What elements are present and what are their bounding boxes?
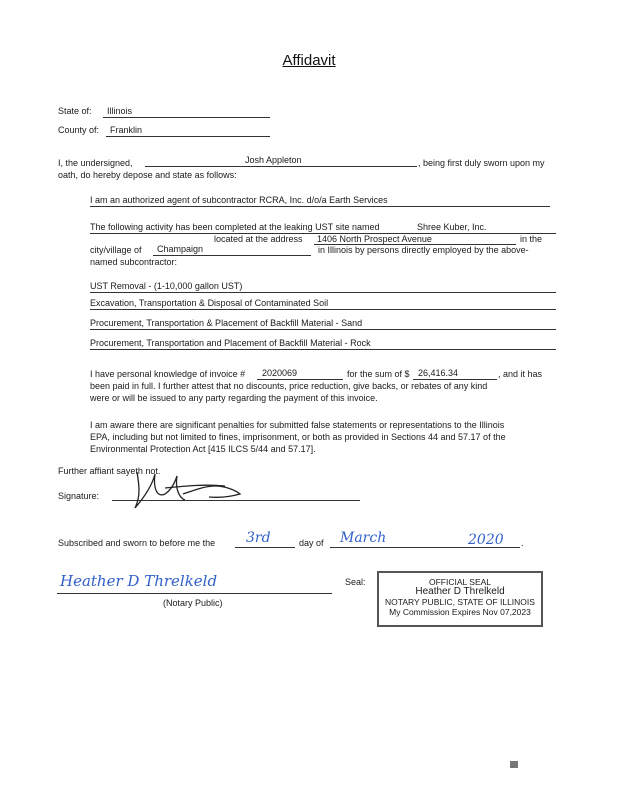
invoice-paid-text: , and it has <box>498 369 543 379</box>
activity-item-line <box>90 329 556 330</box>
sworn-day: 3rd <box>246 530 271 546</box>
invoice-line2: been paid in full. I further attest that no discounts, price reduction, give backs, or rebates of any kind <box>90 381 488 391</box>
county-value: Franklin <box>110 125 143 135</box>
activity-item: Procurement, Transportation and Placement of Backfill Material - Rock <box>90 338 371 348</box>
invoice-number-line <box>257 379 343 380</box>
state-label: State of: <box>58 106 92 116</box>
penalties-line1: I am aware there are significant penalties for submitted false statements or representations to the Illinois <box>90 420 505 430</box>
further-affiant: Further affiant sayeth not. <box>58 466 161 476</box>
page-mark <box>510 761 518 768</box>
activity-item: Excavation, Transportation & Disposal of Contaminated Soil <box>90 298 329 308</box>
seal-label: Seal: <box>345 577 366 587</box>
sworn-month: March <box>340 530 387 546</box>
county-label: County of: <box>58 125 100 135</box>
invoice-prefix: I have personal knowledge of invoice # <box>90 369 246 379</box>
affiant-signature <box>125 464 265 514</box>
undersigned-prefix: I, the undersigned, <box>58 158 133 168</box>
undersigned-name: Josh Appleton <box>245 155 302 165</box>
notary-line <box>57 593 332 594</box>
located-text: located at the address <box>214 234 303 244</box>
site-address: 1406 North Prospect Avenue <box>317 234 432 244</box>
penalties-line2: EPA, including but not limited to fines, imprisonment, or both as provided in Sections 44 and 57.17 of the <box>90 432 506 442</box>
city-line <box>153 255 311 256</box>
activity-item: UST Removal - (1-10,000 gallon UST) <box>90 281 243 291</box>
invoice-amount-line <box>413 379 497 380</box>
city-label: city/village of <box>90 245 142 255</box>
state-line <box>103 117 270 118</box>
activity-item-line <box>90 309 556 310</box>
page-title: Affidavit <box>282 52 336 69</box>
signature-label: Signature: <box>58 491 100 501</box>
invoice-sum-text: for the sum of $ <box>347 369 410 379</box>
notary-signature: Heather D Threlkeld <box>60 572 218 590</box>
in-the-text: in the <box>520 234 543 244</box>
sworn-end-period: . <box>521 538 524 548</box>
invoice-number: 2020069 <box>262 368 298 378</box>
activity-line4: named subcontractor: <box>90 257 178 267</box>
official-seal <box>377 571 543 627</box>
seal-line4: My Commission Expires Nov 07,2023 <box>389 607 531 617</box>
after-city: in Illinois by persons directly employed by the above- <box>318 245 529 255</box>
notary-label: (Notary Public) <box>163 598 223 608</box>
sworn-day-line <box>235 547 295 548</box>
agent-line <box>90 206 550 207</box>
activity-item: Procurement, Transportation & Placement of Backfill Material - Sand <box>90 318 363 328</box>
seal-heading: OFFICIAL SEAL <box>428 577 492 587</box>
sworn-year: 2020 <box>468 532 504 548</box>
county-line <box>106 136 270 137</box>
site-name: Shree Kuber, Inc. <box>417 222 487 232</box>
city-value: Champaign <box>157 244 204 254</box>
invoice-line3: were or will be issued to any party regarding the payment of this invoice. <box>90 393 378 403</box>
sworn-month-line <box>330 547 458 548</box>
undersigned-line <box>145 166 417 167</box>
undersigned-suffix: , being first duly sworn upon my <box>418 158 545 168</box>
seal-line3: NOTARY PUBLIC, STATE OF ILLINOIS <box>385 597 535 607</box>
penalties-line3: Environmental Protection Act [415 ILCS 5/44 and 57.17]. <box>90 444 316 454</box>
sworn-day-of: day of <box>299 538 324 548</box>
state-value: Illinois <box>107 106 133 116</box>
sworn-year-line <box>458 547 520 548</box>
seal-name: Heather D Threlkeld <box>415 586 505 597</box>
activity-intro: The following activity has been completed at the leaking UST site named <box>90 222 380 232</box>
activity-item-line <box>90 349 556 350</box>
activity-item-line <box>90 292 556 293</box>
sworn-prefix: Subscribed and sworn to before me the <box>58 538 216 548</box>
agent-statement: I am an authorized agent of subcontractor RCRA, Inc. d/o/a Earth Services <box>90 195 388 205</box>
invoice-amount: 26,416.34 <box>418 368 459 378</box>
undersigned-line2: oath, do hereby depose and state as follows: <box>58 170 237 180</box>
